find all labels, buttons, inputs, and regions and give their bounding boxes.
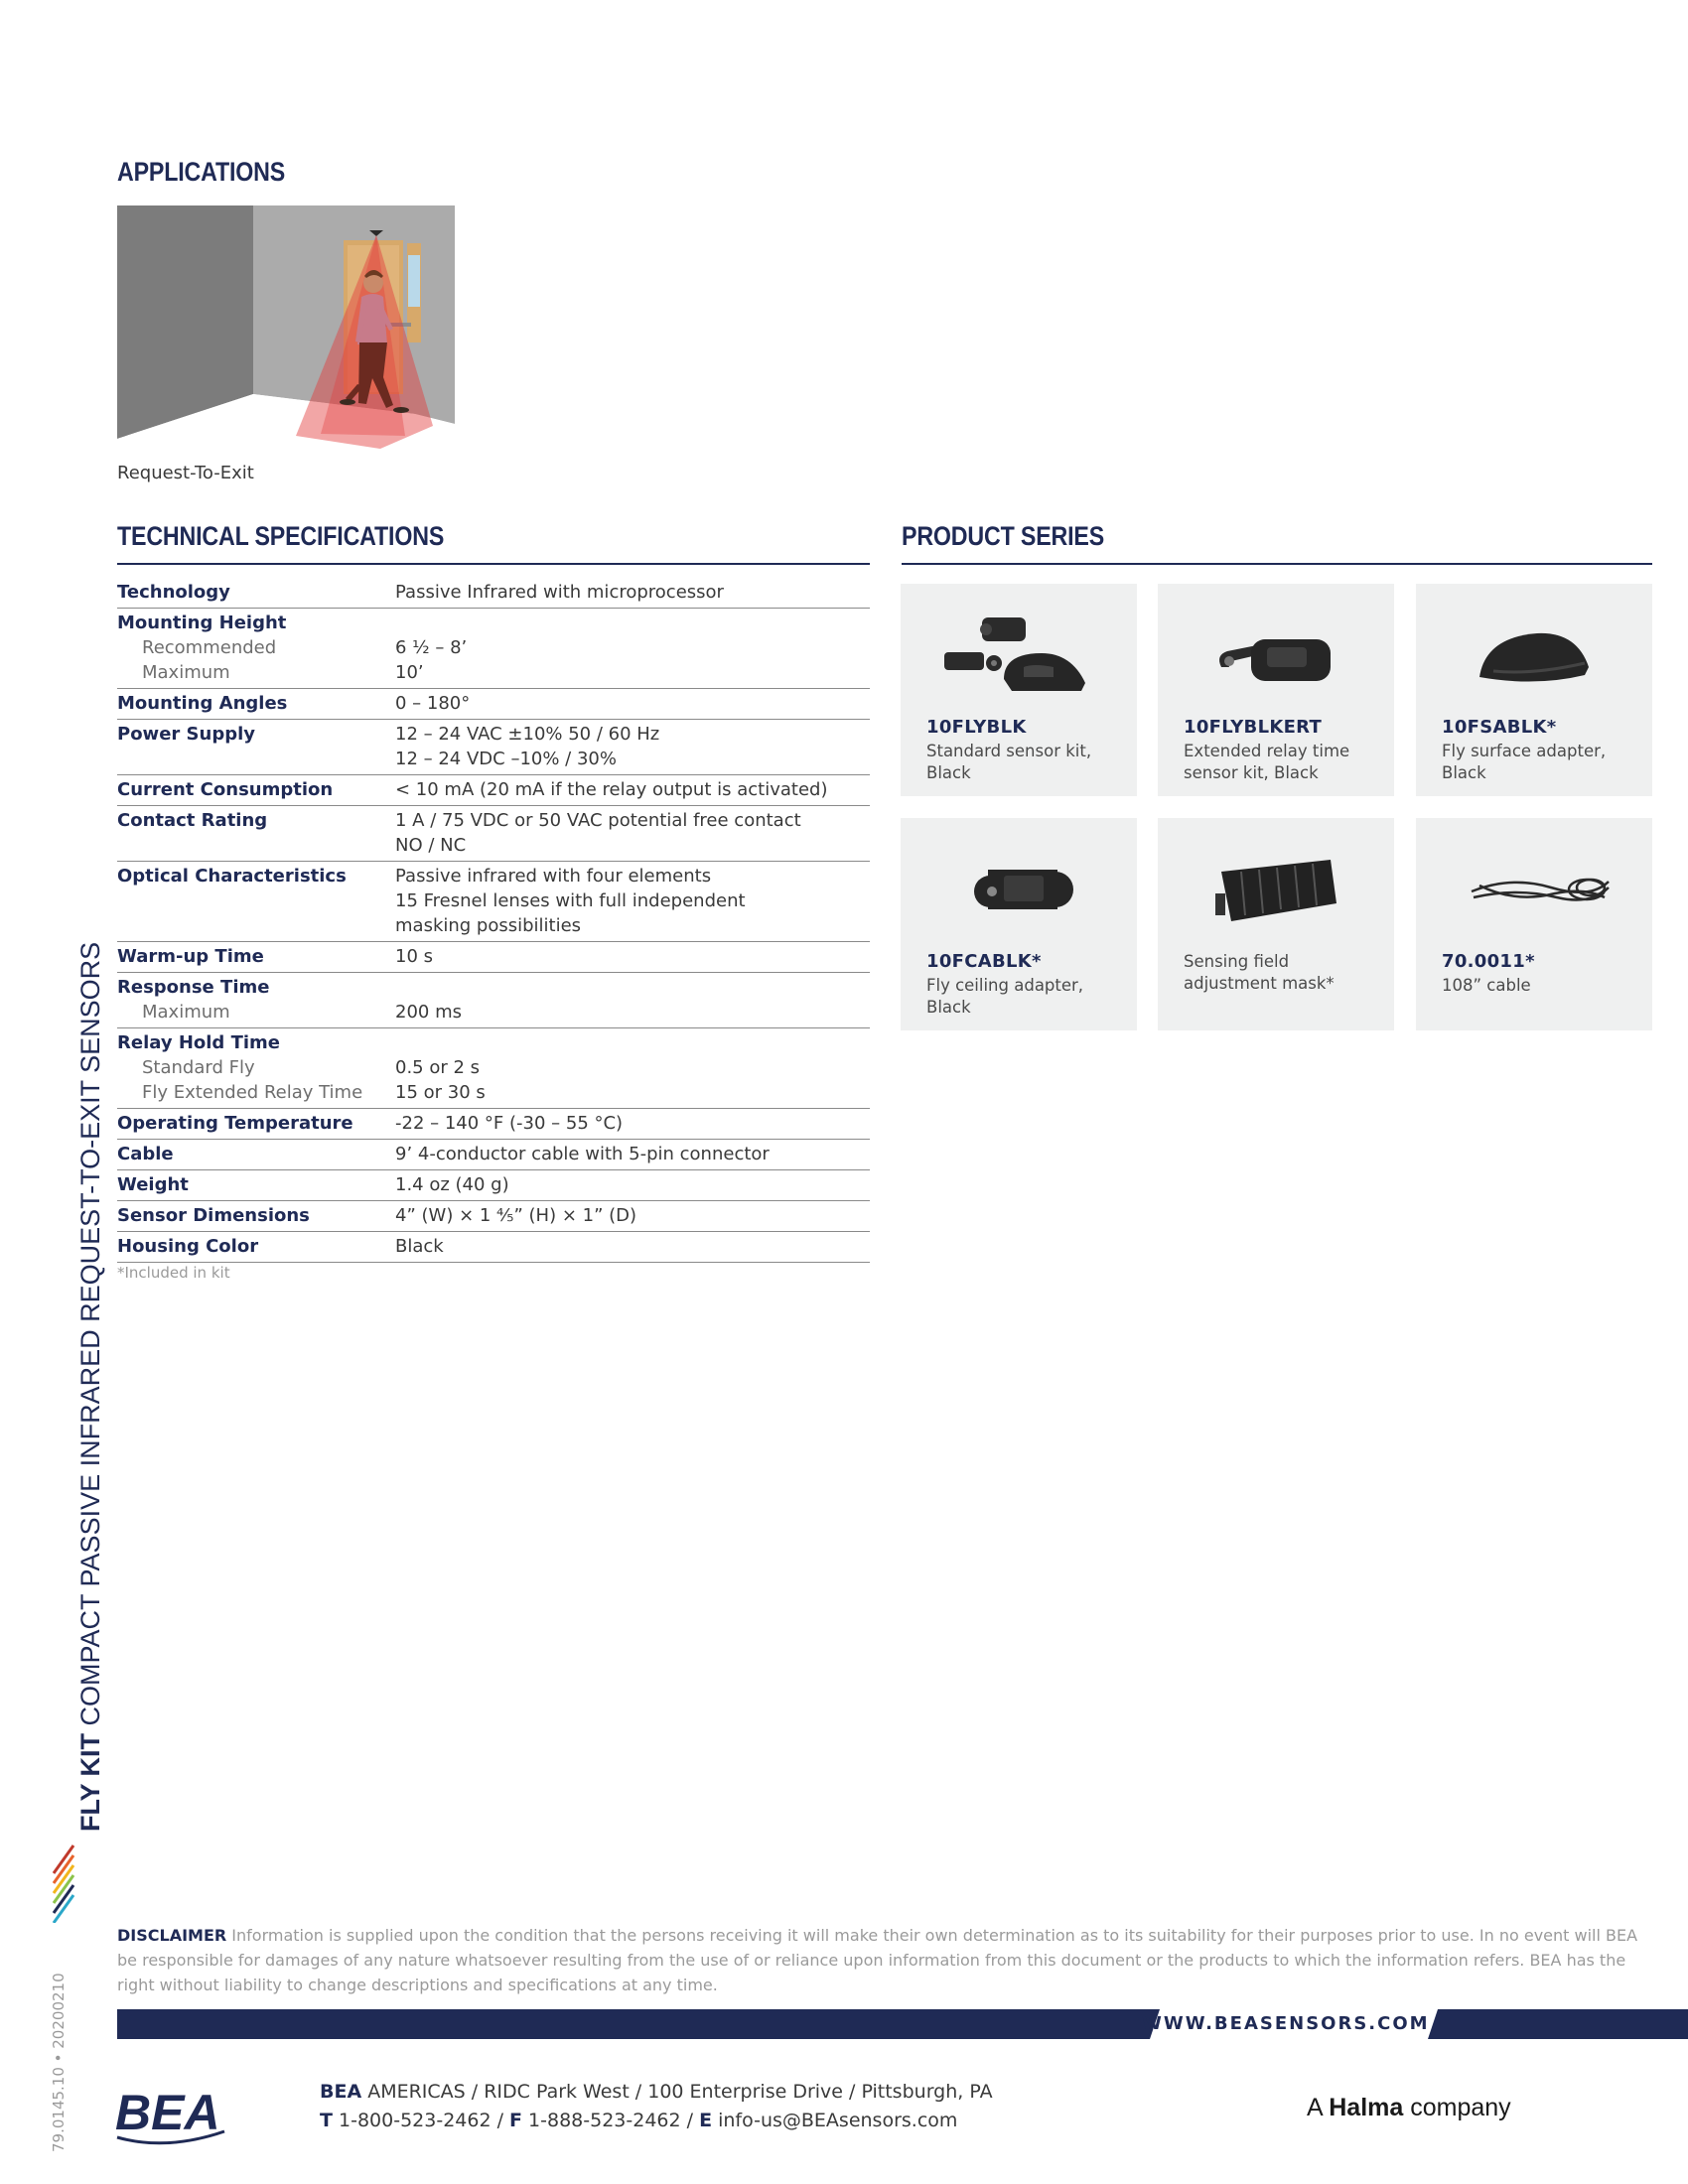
spec-value: Black — [395, 1236, 444, 1257]
spec-value: < 10 mA (20 mA if the relay output is activated) — [395, 779, 828, 800]
spec-label: Cable — [117, 1144, 174, 1164]
spec-value: 12 – 24 VAC ±10% 50 / 60 Hz — [395, 724, 660, 745]
product-card — [1158, 584, 1394, 796]
disclaimer: DISCLAIMER Information is supplied upon the condition that the persons receiving it will make their own determination as to its suitability for their purposes prior to use. In no event will BEA be responsible for damages of any nature whatsoever resulting from the use of or reliance upon information from this document or the products to which the information refers. BEA has the right without liability to change descriptions and specifications at any time. — [117, 1926, 1638, 1994]
spec-value: 15 Fresnel lenses with full independent — [395, 890, 746, 911]
spec-row — [117, 942, 870, 973]
spec-row — [117, 720, 870, 775]
spec-value: NO / NC — [395, 835, 467, 856]
product-code: 10FLYBLK — [926, 717, 1027, 738]
svg-text:BEA: BEA — [115, 2085, 220, 2140]
spec-label: Mounting Angles — [117, 693, 288, 714]
product-series-rule — [902, 563, 1652, 565]
product-description: Standard sensor kit, Black — [926, 742, 1092, 782]
spec-row — [117, 1201, 870, 1232]
spec-label: Operating Temperature — [117, 1113, 353, 1134]
product-card — [1416, 584, 1652, 796]
cable-image — [1460, 832, 1618, 941]
spec-footnote: *Included in kit — [117, 1264, 230, 1282]
spec-value: Passive infrared with four elements — [395, 866, 712, 887]
sidebar-document-title: FLY KIT COMPACT PASSIVE INFRARED REQUEST-TO-EXIT SENSORS — [75, 941, 105, 1832]
spec-row — [117, 806, 870, 862]
brand-stripes-icon — [52, 1840, 75, 1923]
spec-label: Current Consumption — [117, 779, 334, 800]
sensor-kit-image — [944, 598, 1103, 707]
spec-sublabel: Recommended — [142, 637, 277, 658]
spec-sublabel: Maximum — [142, 1002, 230, 1023]
footer-band — [0, 2009, 1688, 2039]
spec-value: Passive Infrared with microprocessor — [395, 582, 724, 603]
spec-label: Contact Rating — [117, 810, 268, 831]
spec-row — [117, 862, 870, 942]
product-code: 10FSABLK* — [1442, 717, 1557, 738]
spec-value: 0.5 or 2 s — [395, 1057, 481, 1078]
spec-label: Relay Hold Time — [117, 1032, 280, 1053]
tech-specs-heading: TECHNICAL SPECIFICATIONS — [117, 521, 445, 551]
request-to-exit-illustration — [117, 205, 455, 454]
spec-sublabel: Fly Extended Relay Time — [142, 1082, 363, 1103]
halma-company-tagline: A Halma company — [1307, 2094, 1511, 2121]
sidebar-document-code: 79.0145.10 • 20200210 — [50, 1973, 68, 2152]
spec-label: Power Supply — [117, 724, 255, 745]
spec-label: Optical Characteristics — [117, 866, 347, 887]
spec-value: 12 – 24 VDC –10% / 30% — [395, 749, 617, 769]
product-code: 10FLYBLKERT — [1184, 717, 1323, 738]
spec-label: Warm-up Time — [117, 946, 264, 967]
spec-row — [117, 775, 870, 806]
spec-row — [117, 1109, 870, 1140]
product-description: Sensing field adjustment mask* — [1184, 952, 1335, 993]
surface-adapter-image — [1460, 598, 1618, 707]
spec-value: 0 – 180° — [395, 693, 471, 714]
product-description: Fly ceiling adapter, Black — [926, 976, 1084, 1017]
product-description: Fly surface adapter, Black — [1442, 742, 1607, 782]
spec-value: 15 or 30 s — [395, 1082, 486, 1103]
spec-row — [117, 689, 870, 720]
spec-label: Response Time — [117, 977, 270, 998]
spec-value: 9’ 4-conductor cable with 5-pin connector — [395, 1144, 770, 1164]
spec-table — [117, 578, 870, 1263]
product-code: 10FCABLK* — [926, 951, 1042, 972]
spec-row — [117, 609, 870, 689]
spec-value: 1.4 oz (40 g) — [395, 1174, 509, 1195]
adjustment-mask-image — [1201, 832, 1360, 941]
spec-label: Sensor Dimensions — [117, 1205, 310, 1226]
product-card — [901, 584, 1137, 796]
spec-value: 4” (W) × 1 ⅘” (H) × 1” (D) — [395, 1205, 637, 1226]
spec-value: 1 A / 75 VDC or 50 VAC potential free contact — [395, 810, 801, 831]
spec-row — [117, 1170, 870, 1201]
spec-sublabel: Maximum — [142, 662, 230, 683]
spec-label: Mounting Height — [117, 613, 287, 633]
tech-specs-rule — [117, 563, 870, 565]
spec-row — [117, 578, 870, 609]
spec-value: 200 ms — [395, 1002, 462, 1023]
product-series-heading: PRODUCT SERIES — [902, 521, 1105, 551]
product-card — [1416, 818, 1652, 1030]
spec-label: Housing Color — [117, 1236, 259, 1257]
product-code: 70.0011* — [1442, 951, 1535, 972]
spec-row — [117, 1028, 870, 1109]
spec-row — [117, 1232, 870, 1263]
bea-logo — [115, 2082, 230, 2147]
spec-value: 10 s — [395, 946, 434, 967]
ceiling-adapter-image — [944, 832, 1103, 941]
product-description: Extended relay time sensor kit, Black — [1184, 742, 1350, 782]
website-link[interactable]: WWW.BEASENSORS.COM — [1142, 2013, 1430, 2034]
spec-label: Technology — [117, 582, 230, 603]
spec-value: 10’ — [395, 662, 424, 683]
product-description: 108” cable — [1442, 976, 1531, 995]
extended-relay-kit-image — [1201, 598, 1360, 707]
email-link[interactable]: info-us@BEAsensors.com — [712, 2110, 958, 2131]
spec-value: 6 ½ – 8’ — [395, 637, 468, 658]
spec-row — [117, 973, 870, 1028]
spec-value: masking possibilities — [395, 915, 582, 936]
spec-row — [117, 1140, 870, 1170]
applications-heading: APPLICATIONS — [117, 157, 286, 187]
spec-value: -22 – 140 °F (-30 – 55 °C) — [395, 1113, 624, 1134]
spec-label: Weight — [117, 1174, 189, 1195]
product-card — [901, 818, 1137, 1030]
product-card — [1158, 818, 1394, 1030]
company-address: BEA AMERICAS / RIDC Park West / 100 Enterprise Drive / Pittsburgh, PA T 1-800-523-2462 / F 1-888-523-2462 / E info-us@BEAsensors.com — [320, 2081, 993, 2131]
spec-sublabel: Standard Fly — [142, 1057, 255, 1078]
application-caption: Request-To-Exit — [117, 463, 254, 483]
